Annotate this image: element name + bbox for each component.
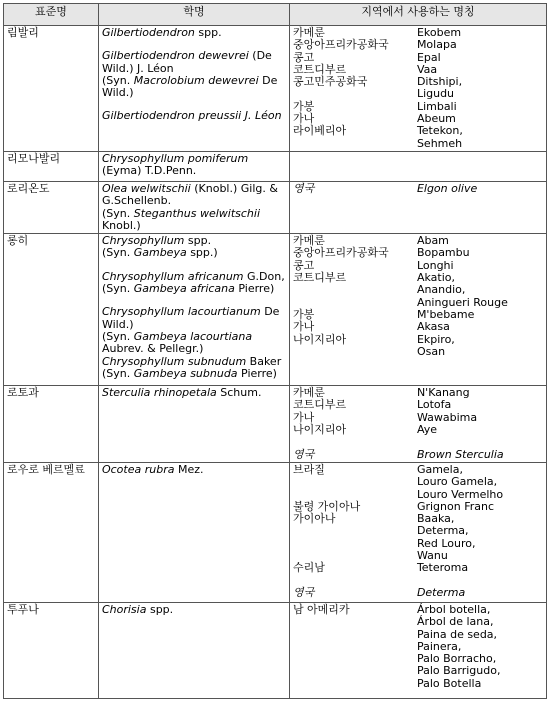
region-label: 나이지리아: [292, 423, 347, 437]
latin-name-text: Chrysophyllum africanum: [101, 269, 244, 283]
standard-name-cell: [4, 386, 99, 463]
region-label: 영국: [292, 585, 315, 599]
region-label: 라이베리아: [292, 124, 347, 138]
author-text: (Syn.: [101, 329, 134, 343]
region-label: 콩고민주공화국: [292, 75, 368, 89]
latin-name-text: Gilbertiodendron preussii J. Léon: [101, 109, 282, 123]
author-text: Baker: [246, 354, 282, 368]
latin-name-text: Chrysophyllum: [101, 234, 185, 248]
scientific-name-line: [102, 283, 286, 295]
local-names-list: [293, 387, 543, 461]
scientific-name-block: [102, 27, 286, 39]
local-name: Wanu: [416, 549, 448, 563]
local-name: Paina de seda,: [416, 627, 498, 641]
region-label: [293, 88, 411, 100]
author-text: spp.: [146, 602, 174, 616]
region-label: 카메룬: [292, 26, 325, 39]
author-text: spp.: [184, 234, 212, 248]
author-text: (Syn.: [101, 246, 134, 260]
scientific-name-cell: [98, 462, 289, 602]
region-label: [293, 525, 411, 537]
author-text: G.Don,: [243, 269, 285, 283]
latin-name-text: Gambeya lacourtiana: [133, 329, 253, 343]
region-label: [293, 678, 411, 690]
table-row: [4, 462, 547, 602]
author-text: Pierre): [237, 366, 277, 380]
local-name: Louro Gamela,: [416, 475, 498, 489]
region-label: 중앙아프리카공화국: [292, 246, 389, 260]
standard-name-cell: [4, 26, 99, 152]
region-label: 콩고: [292, 258, 315, 272]
author-text: (Syn.: [101, 206, 134, 220]
local-names-list: [293, 604, 543, 690]
local-name: Árbol botella,: [416, 602, 491, 616]
author-text: spp.: [194, 26, 222, 39]
region-label: [293, 616, 411, 628]
latin-name-text: Macrolobium dewevrei: [133, 73, 259, 87]
standard-name-cell: [4, 152, 99, 182]
local-name: Palo Borracho,: [416, 652, 497, 666]
scientific-name-block: [102, 306, 286, 380]
region-label: [293, 489, 411, 501]
local-name: Longhi: [416, 258, 454, 272]
scientific-name-line: [102, 110, 286, 122]
region-label: 카메룬: [292, 234, 325, 248]
author-text: spp.): [186, 246, 218, 260]
latin-name-text: Chrysophyllum lacourtianum: [101, 305, 261, 319]
region-label: [293, 653, 411, 665]
standard-name-cell: [4, 462, 99, 602]
local-name: Ligudu: [416, 87, 455, 101]
local-name: Aye: [416, 423, 437, 437]
local-name: M'bebame: [416, 307, 475, 321]
region-label: 가나: [292, 320, 315, 334]
region-label: 콩고: [292, 50, 315, 64]
latin-name-text: Gambeya subnuda: [133, 366, 238, 380]
author-text: (Syn.: [101, 282, 134, 296]
region-label: 수리남: [292, 561, 325, 575]
scientific-name-line: [102, 27, 286, 39]
latin-name-text: Ocotea rubra: [101, 462, 175, 476]
table-row: [4, 26, 547, 152]
author-text: (Eyma) T.D.Penn.: [101, 164, 197, 178]
local-names-cell: [289, 152, 546, 182]
table-row: [4, 182, 547, 234]
author-text: (Syn.: [101, 366, 134, 380]
latin-name-text: Chorisia: [101, 602, 147, 616]
local-name: Grignon Franc: [416, 499, 495, 513]
local-name: Wawabima: [416, 410, 478, 424]
author-text: (Syn.: [101, 73, 134, 87]
region-label: [293, 436, 411, 448]
author-text: Pierre): [234, 282, 275, 296]
table-row: [4, 152, 547, 182]
header-local-names: 지역에서 사용하는 명칭: [289, 4, 546, 26]
local-names-cell: [289, 234, 546, 386]
scientific-name-cell: [98, 152, 289, 182]
header-scientific-name: 학명: [98, 4, 289, 26]
region-label: 가봉: [292, 99, 315, 113]
scientific-name-line: [102, 247, 286, 259]
local-name: Baaka,: [416, 512, 455, 526]
region-label: [293, 476, 411, 488]
scientific-name-block: [102, 110, 286, 122]
region-label: 브라질: [292, 462, 325, 476]
author-text: (De Wild.) J. Léon: [101, 49, 272, 75]
local-names-cell: [289, 386, 546, 463]
region-label: 중앙아프리카공화국: [292, 38, 389, 52]
latin-name-text: Chrysophyllum pomiferum: [101, 152, 249, 165]
author-text: De Wild.): [101, 305, 280, 331]
scientific-name-line: [102, 75, 286, 100]
region-label: [293, 538, 411, 550]
region-label: 가나: [292, 410, 315, 424]
standard-name: 롱히: [7, 234, 29, 248]
local-names-list: [293, 183, 543, 195]
region-label: [293, 665, 411, 677]
species-table: [3, 3, 547, 699]
region-label: [293, 641, 411, 653]
local-name: Elgon olive: [416, 182, 478, 195]
scientific-name-block: [102, 50, 286, 99]
standard-name: 투푸나: [7, 602, 39, 616]
local-name: Palo Botella: [416, 676, 482, 690]
scientific-name-block: [102, 387, 286, 399]
region-label: 나이지리아: [292, 332, 347, 346]
standard-name-cell: [4, 182, 99, 234]
local-names-list: [293, 464, 543, 599]
local-name: Anandio,: [416, 283, 466, 297]
local-name: Akasa: [416, 320, 450, 334]
local-name: Epal: [416, 50, 441, 64]
scientific-name-line: [102, 183, 286, 208]
local-name: N'Kanang: [416, 386, 470, 400]
region-label: 영국: [292, 447, 315, 461]
scientific-name-block: [102, 271, 286, 296]
author-text: Schum.: [216, 386, 262, 400]
local-name: Ditshipi,: [416, 75, 463, 89]
table-row: [4, 602, 547, 698]
scientific-name-line: [102, 306, 286, 331]
local-name: Teteroma: [416, 561, 469, 575]
author-text: De Wild.): [101, 73, 278, 100]
local-names-cell: [289, 462, 546, 602]
local-name: Vaa: [416, 62, 438, 76]
local-names-list: [293, 27, 543, 150]
local-name: Molapa: [416, 38, 457, 52]
scientific-name-line: [102, 153, 286, 178]
scientific-name-cell: [98, 234, 289, 386]
local-name: Louro Vermelho: [416, 487, 504, 501]
local-name: Abam: [416, 234, 449, 248]
scientific-name-block: [102, 464, 286, 476]
region-label: 코트디부르: [292, 398, 347, 412]
local-names-cell: [289, 182, 546, 234]
local-name: Akatio,: [416, 271, 455, 285]
author-text: (Knobl.) Gilg. & G.Schellenb.: [101, 182, 278, 208]
scientific-name-cell: [98, 26, 289, 152]
standard-name: 로리온도: [7, 182, 50, 195]
local-name: Determa: [416, 585, 466, 599]
local-name: Abeum: [416, 112, 456, 126]
scientific-name-block: [102, 183, 286, 232]
scientific-name-block: [102, 153, 286, 178]
standard-name-cell: [4, 234, 99, 386]
region-label: 가이아나: [292, 512, 336, 526]
standard-name: 림발리: [7, 26, 39, 39]
scientific-name-line: [102, 331, 286, 356]
scientific-name-cell: [98, 386, 289, 463]
region-label: 남 아메리카: [292, 602, 350, 616]
scientific-name-line: [102, 604, 286, 616]
standard-name: 리모나발리: [7, 152, 61, 165]
table-body: [4, 26, 547, 699]
scientific-name-line: [102, 464, 286, 476]
local-name: Sehmeh: [416, 136, 463, 150]
table-row: [4, 234, 547, 386]
standard-name: 로토과: [7, 386, 39, 400]
region-label: [293, 346, 411, 358]
local-name: Determa,: [416, 524, 469, 538]
local-name: Bopambu: [416, 246, 470, 260]
region-label: 불령 가이아나: [292, 499, 361, 513]
region-label: 코트디부르: [292, 271, 347, 285]
local-name: Red Louro,: [416, 536, 476, 550]
local-name: Osan: [416, 344, 446, 358]
local-name: Ekpiro,: [416, 332, 455, 346]
local-name: Tetekon,: [416, 124, 463, 138]
latin-name-text: Sterculia rhinopetala: [101, 386, 217, 400]
local-name: Árbol de lana,: [416, 615, 494, 629]
local-name: Lotofa: [416, 398, 452, 412]
latin-name-text: Olea welwitschii: [101, 182, 191, 195]
author-text: Aubrev. & Pellegr.): [101, 342, 204, 356]
scientific-name-cell: [98, 182, 289, 234]
local-name: Limbali: [416, 99, 457, 113]
scientific-name-line: [102, 50, 286, 75]
region-label: [293, 284, 411, 296]
author-text: Mez.: [174, 462, 204, 476]
scientific-name-block: [102, 604, 286, 616]
local-name: Painera,: [416, 639, 462, 653]
region-label: [293, 138, 411, 150]
local-names-cell: [289, 26, 546, 152]
scientific-name-line: [102, 387, 286, 399]
latin-name-text: Gambeya africana: [133, 282, 235, 296]
local-name: [417, 436, 543, 448]
header-standard-name: 표준명: [4, 4, 99, 26]
standard-name-cell: [4, 602, 99, 698]
region-label: 가봉: [292, 307, 315, 321]
latin-name-text: Gilbertiodendron: [101, 26, 195, 39]
region-label: 카메룬: [292, 386, 325, 400]
latin-name-text: Chrysophyllum subnudum: [101, 354, 247, 368]
local-name: Palo Barrigudo,: [416, 664, 501, 678]
scientific-name-line: [102, 368, 286, 380]
local-names-list: [293, 235, 543, 358]
table-row: [4, 386, 547, 463]
region-label: [293, 629, 411, 641]
header-row: [4, 4, 547, 26]
local-name: Aningueri Rouge: [416, 295, 508, 309]
region-label: 가나: [292, 112, 315, 126]
region-label: 코트디부르: [292, 62, 347, 76]
local-names-cell: [289, 602, 546, 698]
local-name: Ekobem: [416, 26, 462, 39]
local-name: Gamela,: [416, 462, 463, 476]
standard-name: 로우로 베르멜료: [7, 462, 85, 476]
region-label: 영국: [292, 182, 315, 195]
latin-name-text: Steganthus welwitschii: [133, 206, 261, 220]
scientific-name-cell: [98, 602, 289, 698]
scientific-name-line: [102, 208, 286, 233]
latin-name-text: Gambeya: [133, 246, 187, 260]
latin-name-text: Gilbertiodendron dewevrei: [101, 49, 249, 63]
author-text: Knobl.): [101, 218, 141, 232]
scientific-name-block: [102, 235, 286, 260]
local-name: Brown Sterculia: [416, 447, 504, 461]
